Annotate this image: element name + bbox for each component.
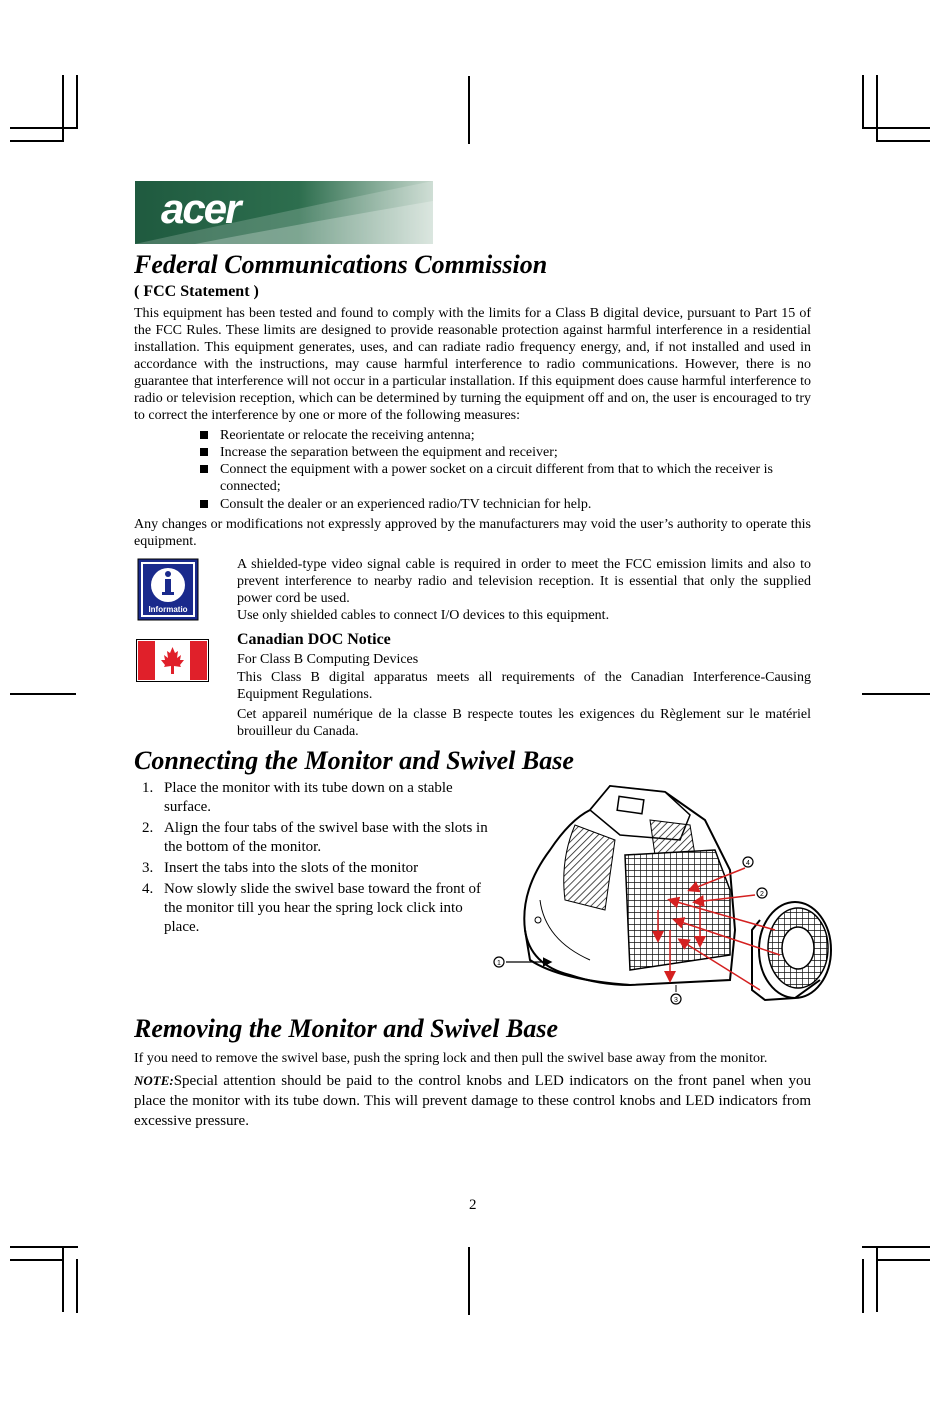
removing-title: Removing the Monitor and Swivel Base [134,1014,558,1043]
list-item: Reorientate or relocate the receiving antenna; [200,427,812,444]
crop-mark [876,75,878,141]
step-text: Now slowly slide the swivel base toward the front of the monitor till you hear the spring lock click into place. [164,881,482,935]
note-label: NOTE: [134,1073,174,1088]
step-number: 1. [142,780,154,796]
crop-mark [876,140,930,142]
list-item: Consult the dealer or an experienced radio/TV technician for help. [200,496,812,513]
canada-flag-icon [136,639,209,682]
fcc-subtitle: ( FCC Statement ) [134,283,259,300]
canada-line3: Cet appareil numérique de la classe B respecte toutes les exigences du Règlement sur le matériel brouilleur du Canada. [237,707,811,739]
list-item: Increase the separation between the equipment and receiver; [200,444,812,461]
step-text: Insert the tabs into the slots of the monitor [164,860,419,876]
list-item [134,819,489,857]
crop-mark [10,693,76,695]
crop-mark [862,693,930,695]
callout-label: 4 [746,860,750,867]
acer-logo [135,181,433,244]
callout-label: 1 [497,960,501,967]
removing-note [134,1071,811,1131]
crop-mark [62,75,64,141]
monitor-swivel-figure [490,780,840,1010]
info-icon-label: Informatio [148,605,188,614]
step-number: 4. [142,881,154,897]
step-number: 2. [142,820,154,836]
callout-label: 3 [674,997,678,1004]
crop-mark [862,1259,864,1313]
crop-mark [876,1246,878,1312]
crop-mark [10,1259,64,1261]
crop-mark [76,1259,78,1313]
crop-mark [862,127,930,129]
note-text: Special attention should be paid to the control knobs and LED indicators on the front panel when you place the monitor with its tube down. This will prevent damage to these control knobs and LED indicators from excessive pressure. [134,1073,811,1129]
crop-mark [10,127,78,129]
fcc-measures-list [200,427,812,513]
removing-paragraph: If you need to remove the swivel base, push the spring lock and then pull the swivel base away from the monitor. [134,1051,768,1066]
crop-mark [876,1259,930,1261]
canada-title: Canadian DOC Notice [237,631,391,648]
crop-mark [62,1246,64,1312]
list-item [134,880,489,937]
crop-mark [862,1246,930,1248]
canada-line2: This Class B digital apparatus meets all requirements of the Canadian Interference-Causing Equipment Regulations. [237,670,811,702]
page-number: 2 [469,1197,477,1213]
shielded-io-text: Use only shielded cables to connect I/O devices to this equipment. [237,608,610,623]
crop-mark [862,75,864,129]
fcc-changes: Any changes or modifications not expressly approved by the manufacturers may void the user’s authority to operate this equipment. [134,517,811,549]
list-item [134,779,489,817]
callout-label: 2 [760,891,764,898]
fcc-title: Federal Communications Commission [134,250,548,279]
list-item [134,859,489,878]
fcc-paragraph: This equipment has been tested and found to comply with the limits for a Class B digital device, pursuant to Part 15 of the FCC Rules. These limits are designed to provide reasonable protection against harmful interference in a residential installation. This equipment generates, uses, and can radiate radio frequency energy, and, if not installed and used in accordance with the instructions, may cause harmful interference to radio communications. However, there is no guarantee that interference will not occur in a particular installation. If this equipment does cause harmful interference to radio or television reception, which can be determined by turning the equipment off and on, the user is encouraged to try to correct the interference by one or more of the following measures: [134,306,811,423]
crop-mark [76,75,78,127]
shielded-cable-text: A shielded-type video signal cable is required in order to meet the FCC emission limits and also to prevent interference to nearby radio and television reception. It is essential that only the supplied power cord be used. [237,557,811,606]
info-icon [137,558,199,621]
crop-mark [468,1247,470,1315]
connecting-title: Connecting the Monitor and Swivel Base [134,746,574,775]
connecting-steps [134,779,489,939]
step-number: 3. [142,860,154,876]
list-item: Connect the equipment with a power socket on a circuit different from that to which the receiver is connected; [200,461,812,495]
step-text: Place the monitor with its tube down on a stable surface. [164,780,453,815]
canada-line1: For Class B Computing Devices [237,652,419,667]
crop-mark [468,76,470,144]
crop-mark [10,1246,78,1248]
crop-mark [10,140,64,142]
logo-text: acer [161,185,240,232]
step-text: Align the four tabs of the swivel base with the slots in the bottom of the monitor. [164,820,488,855]
